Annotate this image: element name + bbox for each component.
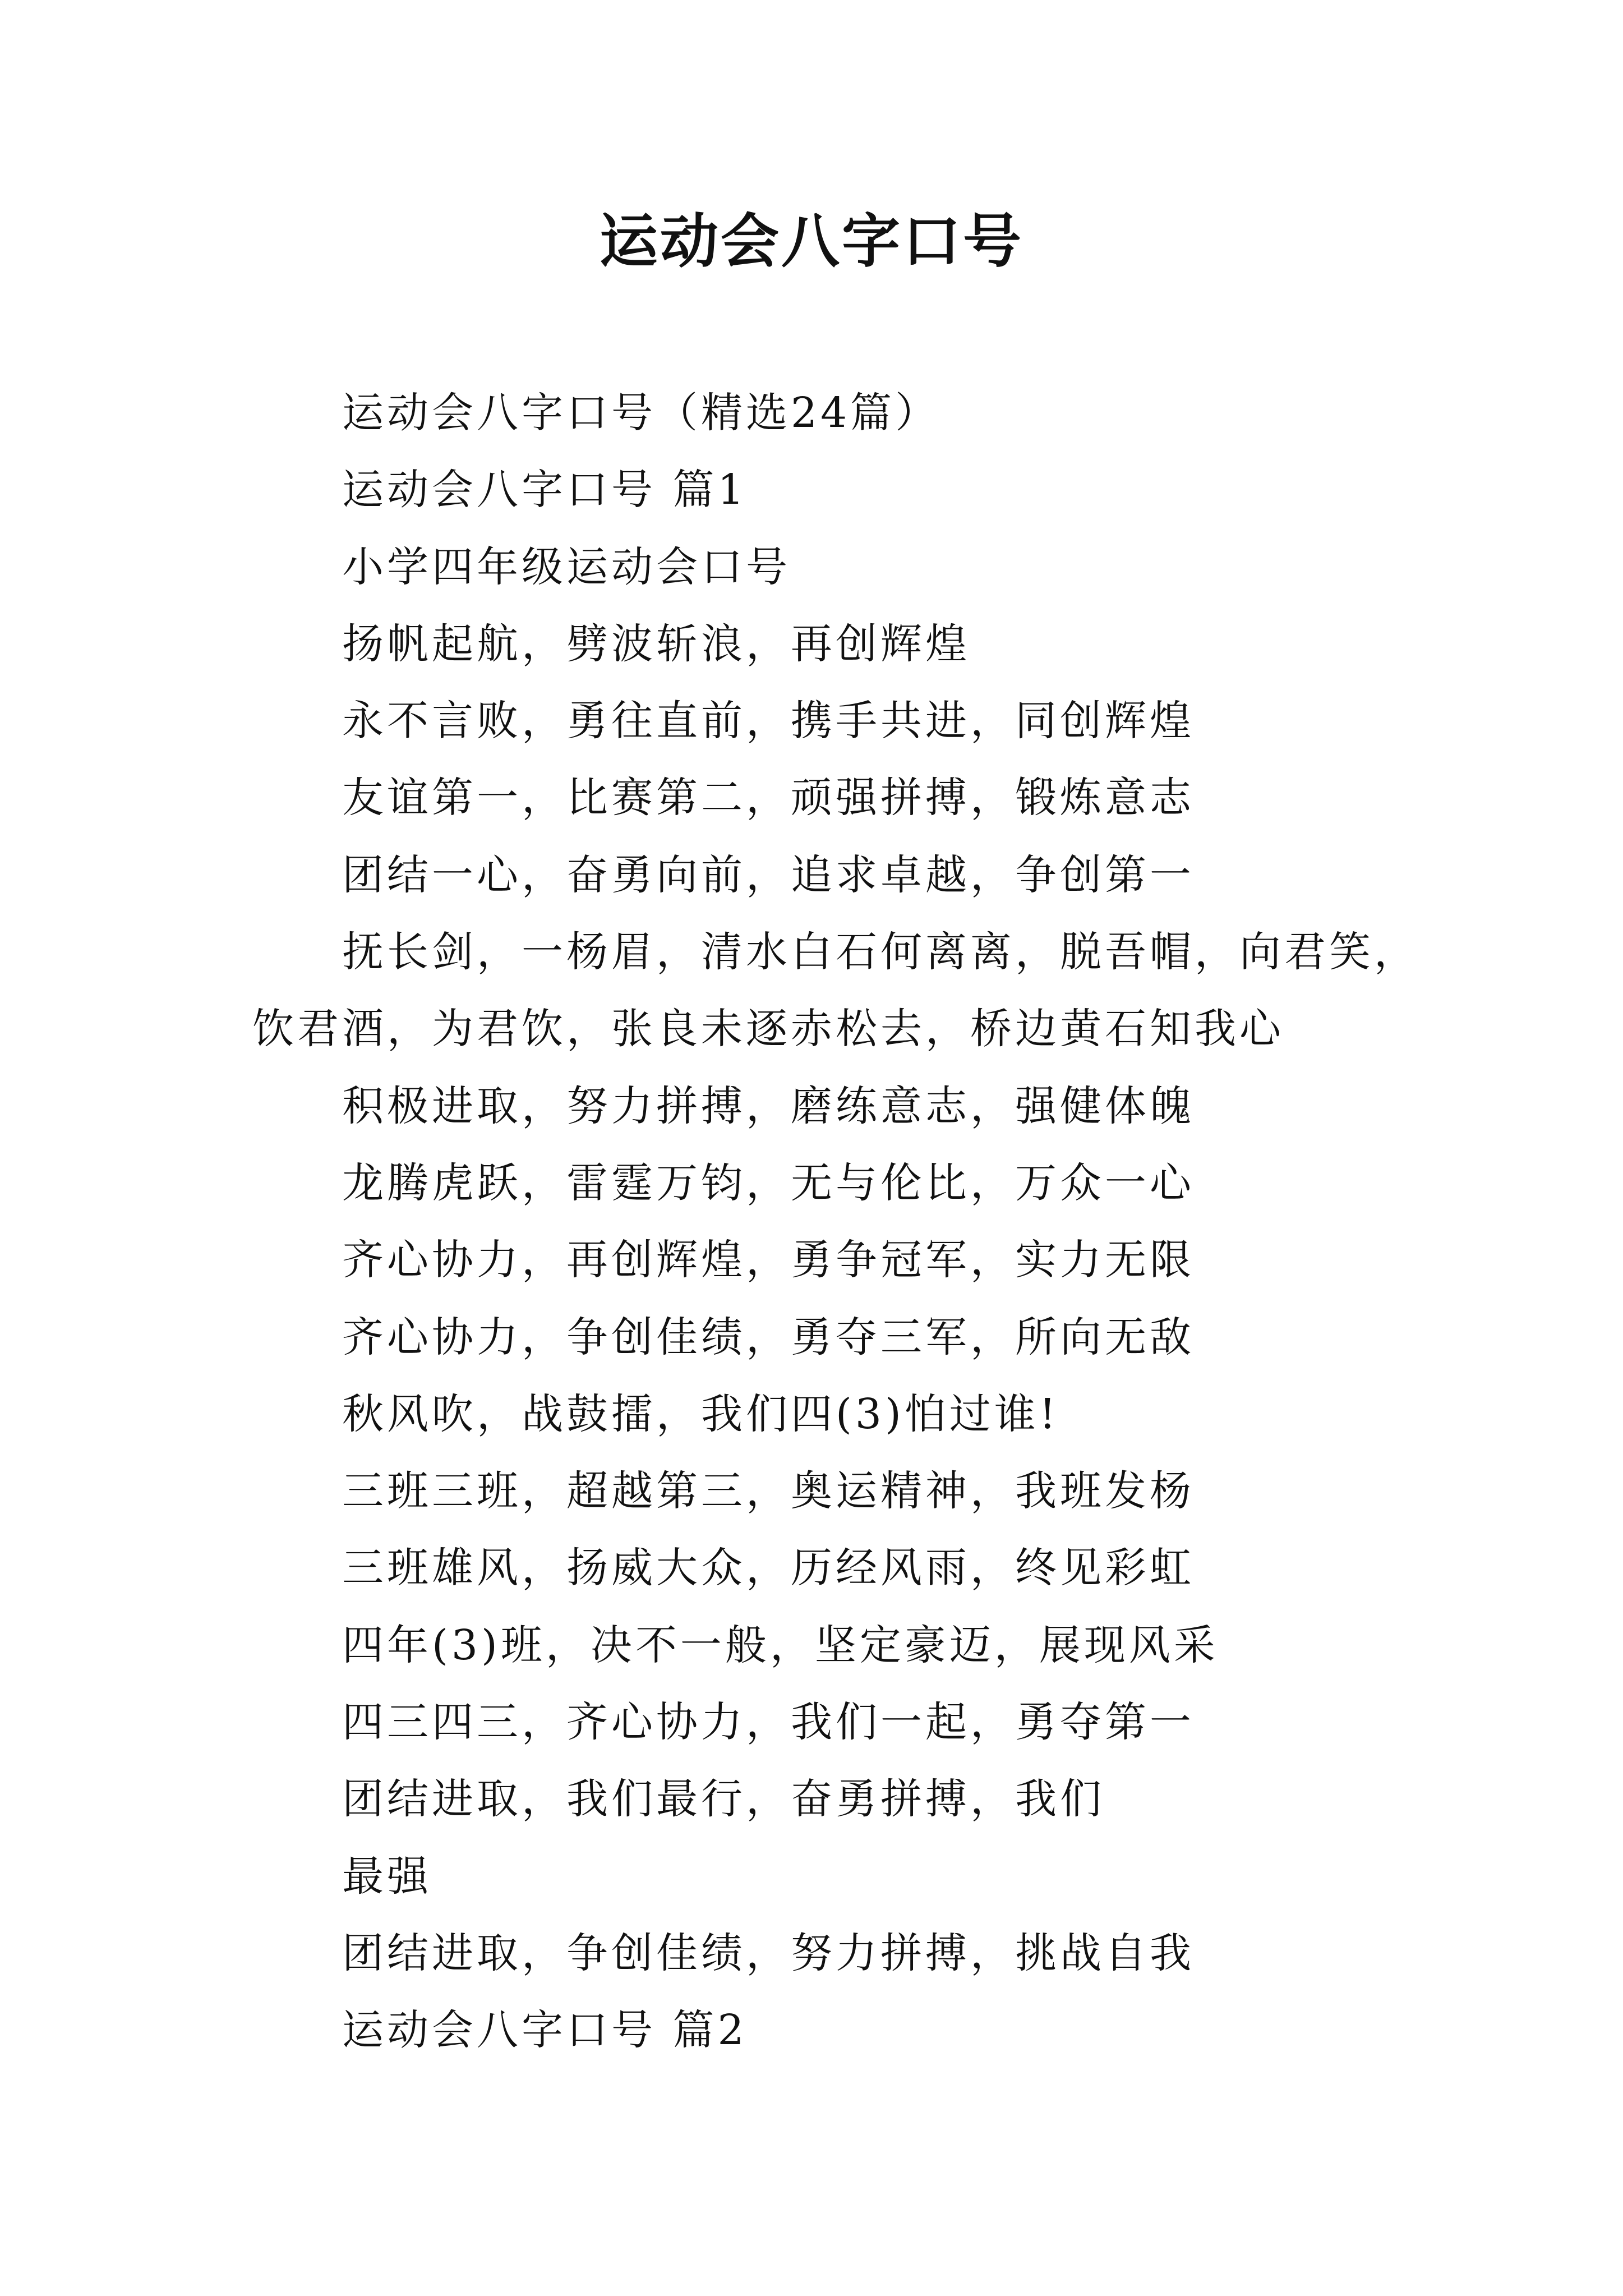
document-title: 运动会八字口号 — [599, 207, 1023, 275]
slogan-line: 齐心协力，争创佳绩，勇夺三军，所向无敌 — [342, 1313, 1195, 1361]
slogan-line: 齐心协力，再创辉煌，勇争冠军，实力无限 — [342, 1236, 1195, 1285]
slogan-line: 四三四三，齐心协力，我们一起，勇夺第一 — [342, 1698, 1195, 1747]
slogan-line: 永不言败，勇往直前，携手共进，同创辉煌 — [342, 697, 1195, 746]
slogan-line: 最强 — [342, 1852, 432, 1901]
section-heading: 运动会八字口号 篇1 — [342, 466, 748, 514]
document-body — [252, 375, 1419, 2069]
slogan-line: 龙腾虎跃，雷霆万钧，无与伦比，万众一心 — [342, 1158, 1195, 1207]
slogan-line: 团结进取，争创佳绩，努力拼搏，挑战自我 — [342, 1929, 1195, 1977]
slogan-line: 三班三班，超越第三，奥运精神，我班发杨 — [342, 1467, 1195, 1516]
paragraph: 运动会八字口号（精选24篇） — [342, 389, 940, 437]
slogan-line: 扬帆起航，劈波斩浪，再创辉煌 — [342, 619, 970, 668]
slogan-line: 三班雄风，扬威大众，历经风雨，终见彩虹 — [342, 1544, 1195, 1593]
slogan-line: 秋风吹，战鼓擂，我们四(3)怕过谁! — [342, 1389, 1059, 1438]
slogan-paragraph: 抚长剑，一杨眉，清水白石何离离，脱吾帽，向君笑，饮君酒，为君饮，张良未逐赤松去，桥边黄石知我心 — [252, 928, 1419, 1053]
slogan-line: 团结进取，我们最行，奋勇拼搏，我们 — [342, 1775, 1105, 1824]
slogan-line: 友谊第一，比赛第二，顽强拼搏，锻炼意志 — [342, 774, 1195, 822]
paragraph: 小学四年级运动会口号 — [342, 542, 791, 591]
slogan-line: 四年(3)班，决不一般，坚定豪迈，展现风采 — [342, 1621, 1219, 1669]
slogan-line: 团结一心，奋勇向前，追求卓越，争创第一 — [342, 850, 1195, 899]
section-heading: 运动会八字口号 篇2 — [342, 2006, 748, 2055]
slogan-line: 积极进取，努力拼搏，磨练意志，强健体魄 — [342, 1082, 1195, 1130]
